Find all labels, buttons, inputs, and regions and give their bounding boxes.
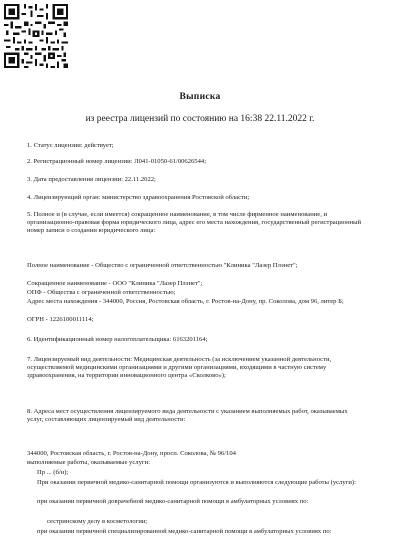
activity-address: 344000, Ростовская область, г. Ростов-на-Дону, просп. Соколова, № 96/104 [27, 450, 236, 457]
entity-short-name: Сокращенное наименование - ООО "Клиника "Лазер Плэнет"; [27, 280, 203, 287]
activity-addresses-heading: 8. Адреса мест осуществления лицензируемого вида деятельности с указанием выполняемых работ, оказываемых услуг, составляющих лицензируемый вид деятельности: [27, 408, 348, 423]
grant-date: 3. Дата предоставления лицензии: 22.11.2022; [27, 176, 156, 183]
qr-code-icon [4, 4, 68, 68]
service-item: при оказании первичной доврачебной медико-санитарной помощи в амбулаторных условиях по: [37, 498, 309, 505]
document-subtitle: из реестра лицензий по состоянию на 16:38 22.11.2022 г. [85, 114, 315, 124]
taxpayer-id: 6. Идентификационный номер налогоплательщика: 6163201164; [27, 336, 208, 343]
service-item: сестринскому делу в косметологии; [47, 518, 148, 525]
document-title: Выписка [179, 92, 221, 102]
license-status: 1. Статус лицензии: действует; [27, 142, 114, 149]
service-item: при оказании первичной специализированной медико-санитарной помощи в амбулаторных условиях по: [37, 528, 332, 535]
entity-legal-form: ОПФ - Общества с ограниченной ответственностью; [27, 289, 176, 296]
entity-address: Адрес места нахождения - 344000, Россия, Ростовская область, г. Ростов-на-Дону, пр. Соколова, дом 96, литер Б; [27, 298, 344, 305]
legal-entity-heading: 5. Полное и (в случае, если имеется) сокращенное наименование, в том числе фирменное наименование, и организационно-правовая форма юридического лица, адрес его места нахождения, государственный регистрационный номер записи о создании юридического лица: [27, 211, 362, 234]
entity-full-name: Полное наименование - Общество с ограниченной ответственностью "Клиника "Лазер Плэнет"; [27, 262, 298, 269]
service-item: При оказании первичной медико-санитарной помощи организуются и выполняются следующие работы (услуги): [37, 479, 356, 486]
licensing-authority: 4. Лицензирующий орган: министерство здравоохранения Ростовской области; [27, 194, 250, 201]
service-item: Пр ... (б/н); [37, 469, 69, 476]
services-heading: выполняемые работы, оказываемые услуги: [27, 459, 150, 466]
licensed-activity: 7. Лицензируемый вид деятельности: Медицинская деятельность (за исключением указанной деятельности, осуществляемой медицинскими организациями и другими организациями, входящими в частную систему здравоохранения, на территории инновационного центра «Сколково»); [27, 356, 332, 379]
entity-ogrn: ОГРН - 1226100011114; [27, 316, 94, 323]
registration-number: 2. Регистрационный номер лицензии: Л041-01050-61/00626544; [27, 158, 207, 165]
